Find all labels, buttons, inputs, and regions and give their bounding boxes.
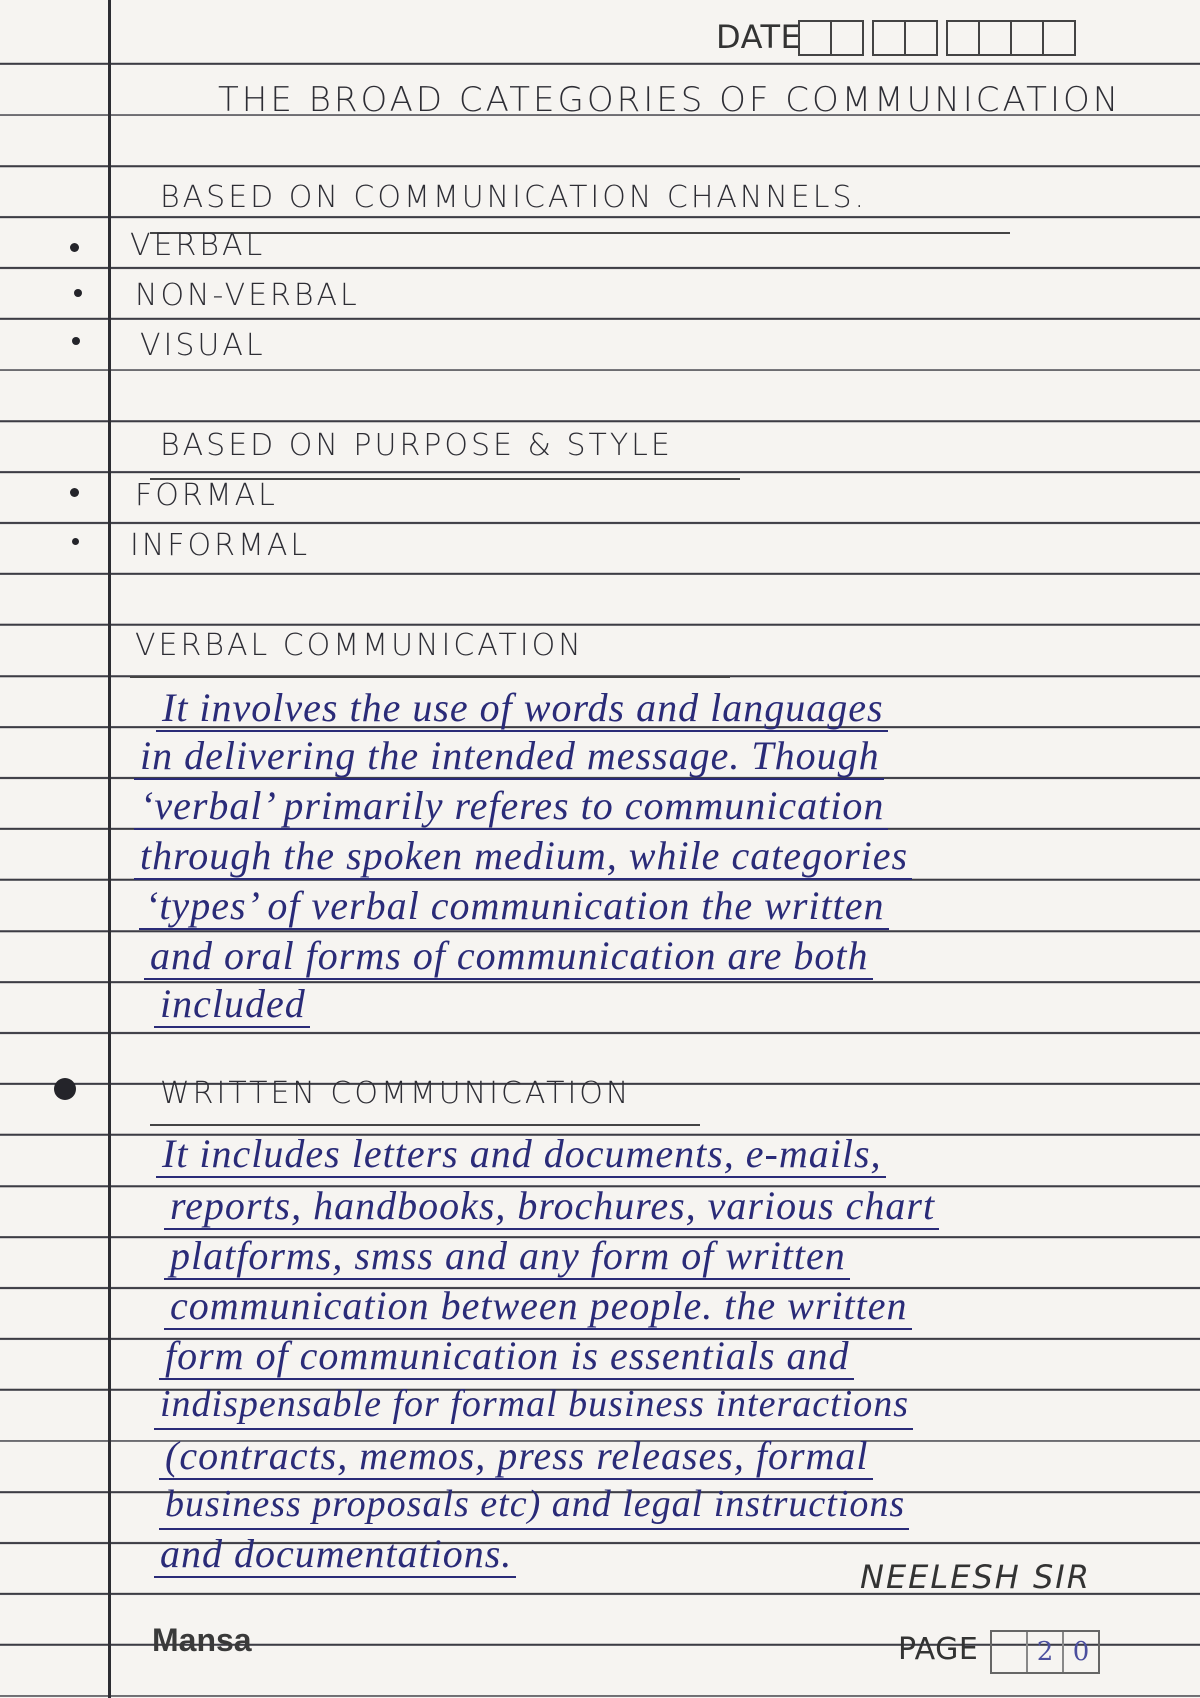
page-number-boxes xyxy=(990,1630,1100,1674)
written-line: (contracts, memos, press releases, formal xyxy=(165,1433,869,1478)
bullet-large xyxy=(54,1078,76,1100)
pen-underline xyxy=(159,1528,909,1530)
bullet xyxy=(70,488,79,497)
pen-underline xyxy=(156,730,888,732)
date-label: DATE xyxy=(716,18,802,56)
list-item: VERBAL xyxy=(130,228,266,263)
bullet xyxy=(70,243,79,252)
pen-underline xyxy=(164,1228,939,1230)
list-item: FORMAL xyxy=(135,478,278,513)
page-digit xyxy=(992,1632,1026,1672)
verbal-line: ‘types’ of verbal communication the written xyxy=(145,883,885,928)
written-line: platforms, smss and any form of written xyxy=(170,1233,846,1278)
pen-underline xyxy=(154,1026,310,1028)
written-heading-underline xyxy=(150,1124,700,1126)
bullet xyxy=(74,289,82,297)
verbal-line: through the spoken medium, while categories xyxy=(140,833,909,878)
pen-underline xyxy=(159,1378,854,1380)
verbal-line: included xyxy=(160,981,306,1026)
margin-line xyxy=(108,0,111,1698)
page-title: THE BROAD CATEGORIES OF COMMUNICATION xyxy=(218,80,1122,120)
pen-underline xyxy=(144,978,873,980)
written-line: indispensable for formal business interactions xyxy=(160,1383,909,1425)
pen-underline xyxy=(164,1328,912,1330)
pen-underline xyxy=(156,1176,886,1178)
signature: NEELESH SIR xyxy=(860,1558,1091,1596)
date-boxes xyxy=(800,20,1076,56)
verbal-heading-underline xyxy=(130,676,730,678)
list-item: VISUAL xyxy=(140,328,266,363)
bullet xyxy=(72,538,79,545)
pen-underline xyxy=(159,1478,873,1480)
written-line: and documentations. xyxy=(160,1531,513,1576)
verbal-line: in delivering the intended message. Though xyxy=(140,733,880,778)
section2-heading: BASED ON PURPOSE & STYLE xyxy=(160,428,673,463)
section1-heading: BASED ON COMMUNICATION CHANNELS. xyxy=(160,180,868,215)
list-item: NON-VERBAL xyxy=(135,278,360,313)
section1-underline xyxy=(150,232,1010,234)
written-line: communication between people. the written xyxy=(170,1283,908,1328)
pen-underline xyxy=(154,1428,913,1430)
page-label: PAGE xyxy=(898,1632,979,1667)
verbal-line: ‘verbal’ primarily referes to communication xyxy=(140,783,885,828)
pen-underline xyxy=(134,878,912,880)
written-heading: WRITTEN COMMUNICATION xyxy=(160,1076,632,1111)
pen-underline xyxy=(139,928,889,930)
page-digit: 2 xyxy=(1026,1632,1062,1672)
pen-underline xyxy=(134,828,888,830)
pen-underline xyxy=(154,1576,516,1578)
written-line: form of communication is essentials and xyxy=(165,1333,850,1378)
written-line: reports, handbooks, brochures, various chart xyxy=(170,1183,936,1228)
page-digit: 0 xyxy=(1062,1632,1098,1672)
verbal-line: and oral forms of communication are both xyxy=(150,933,869,978)
written-line: It includes letters and documents, e-mails, xyxy=(162,1131,882,1176)
brand-logo: Mansa xyxy=(152,1622,252,1658)
pen-underline xyxy=(164,1278,850,1280)
pen-underline xyxy=(134,778,884,780)
list-item: INFORMAL xyxy=(130,528,311,563)
verbal-heading: VERBAL COMMUNICATION xyxy=(135,628,584,663)
verbal-line: It involves the use of words and languages xyxy=(162,685,884,730)
bullet xyxy=(72,337,80,345)
written-line: business proposals etc) and legal instructions xyxy=(165,1483,906,1525)
